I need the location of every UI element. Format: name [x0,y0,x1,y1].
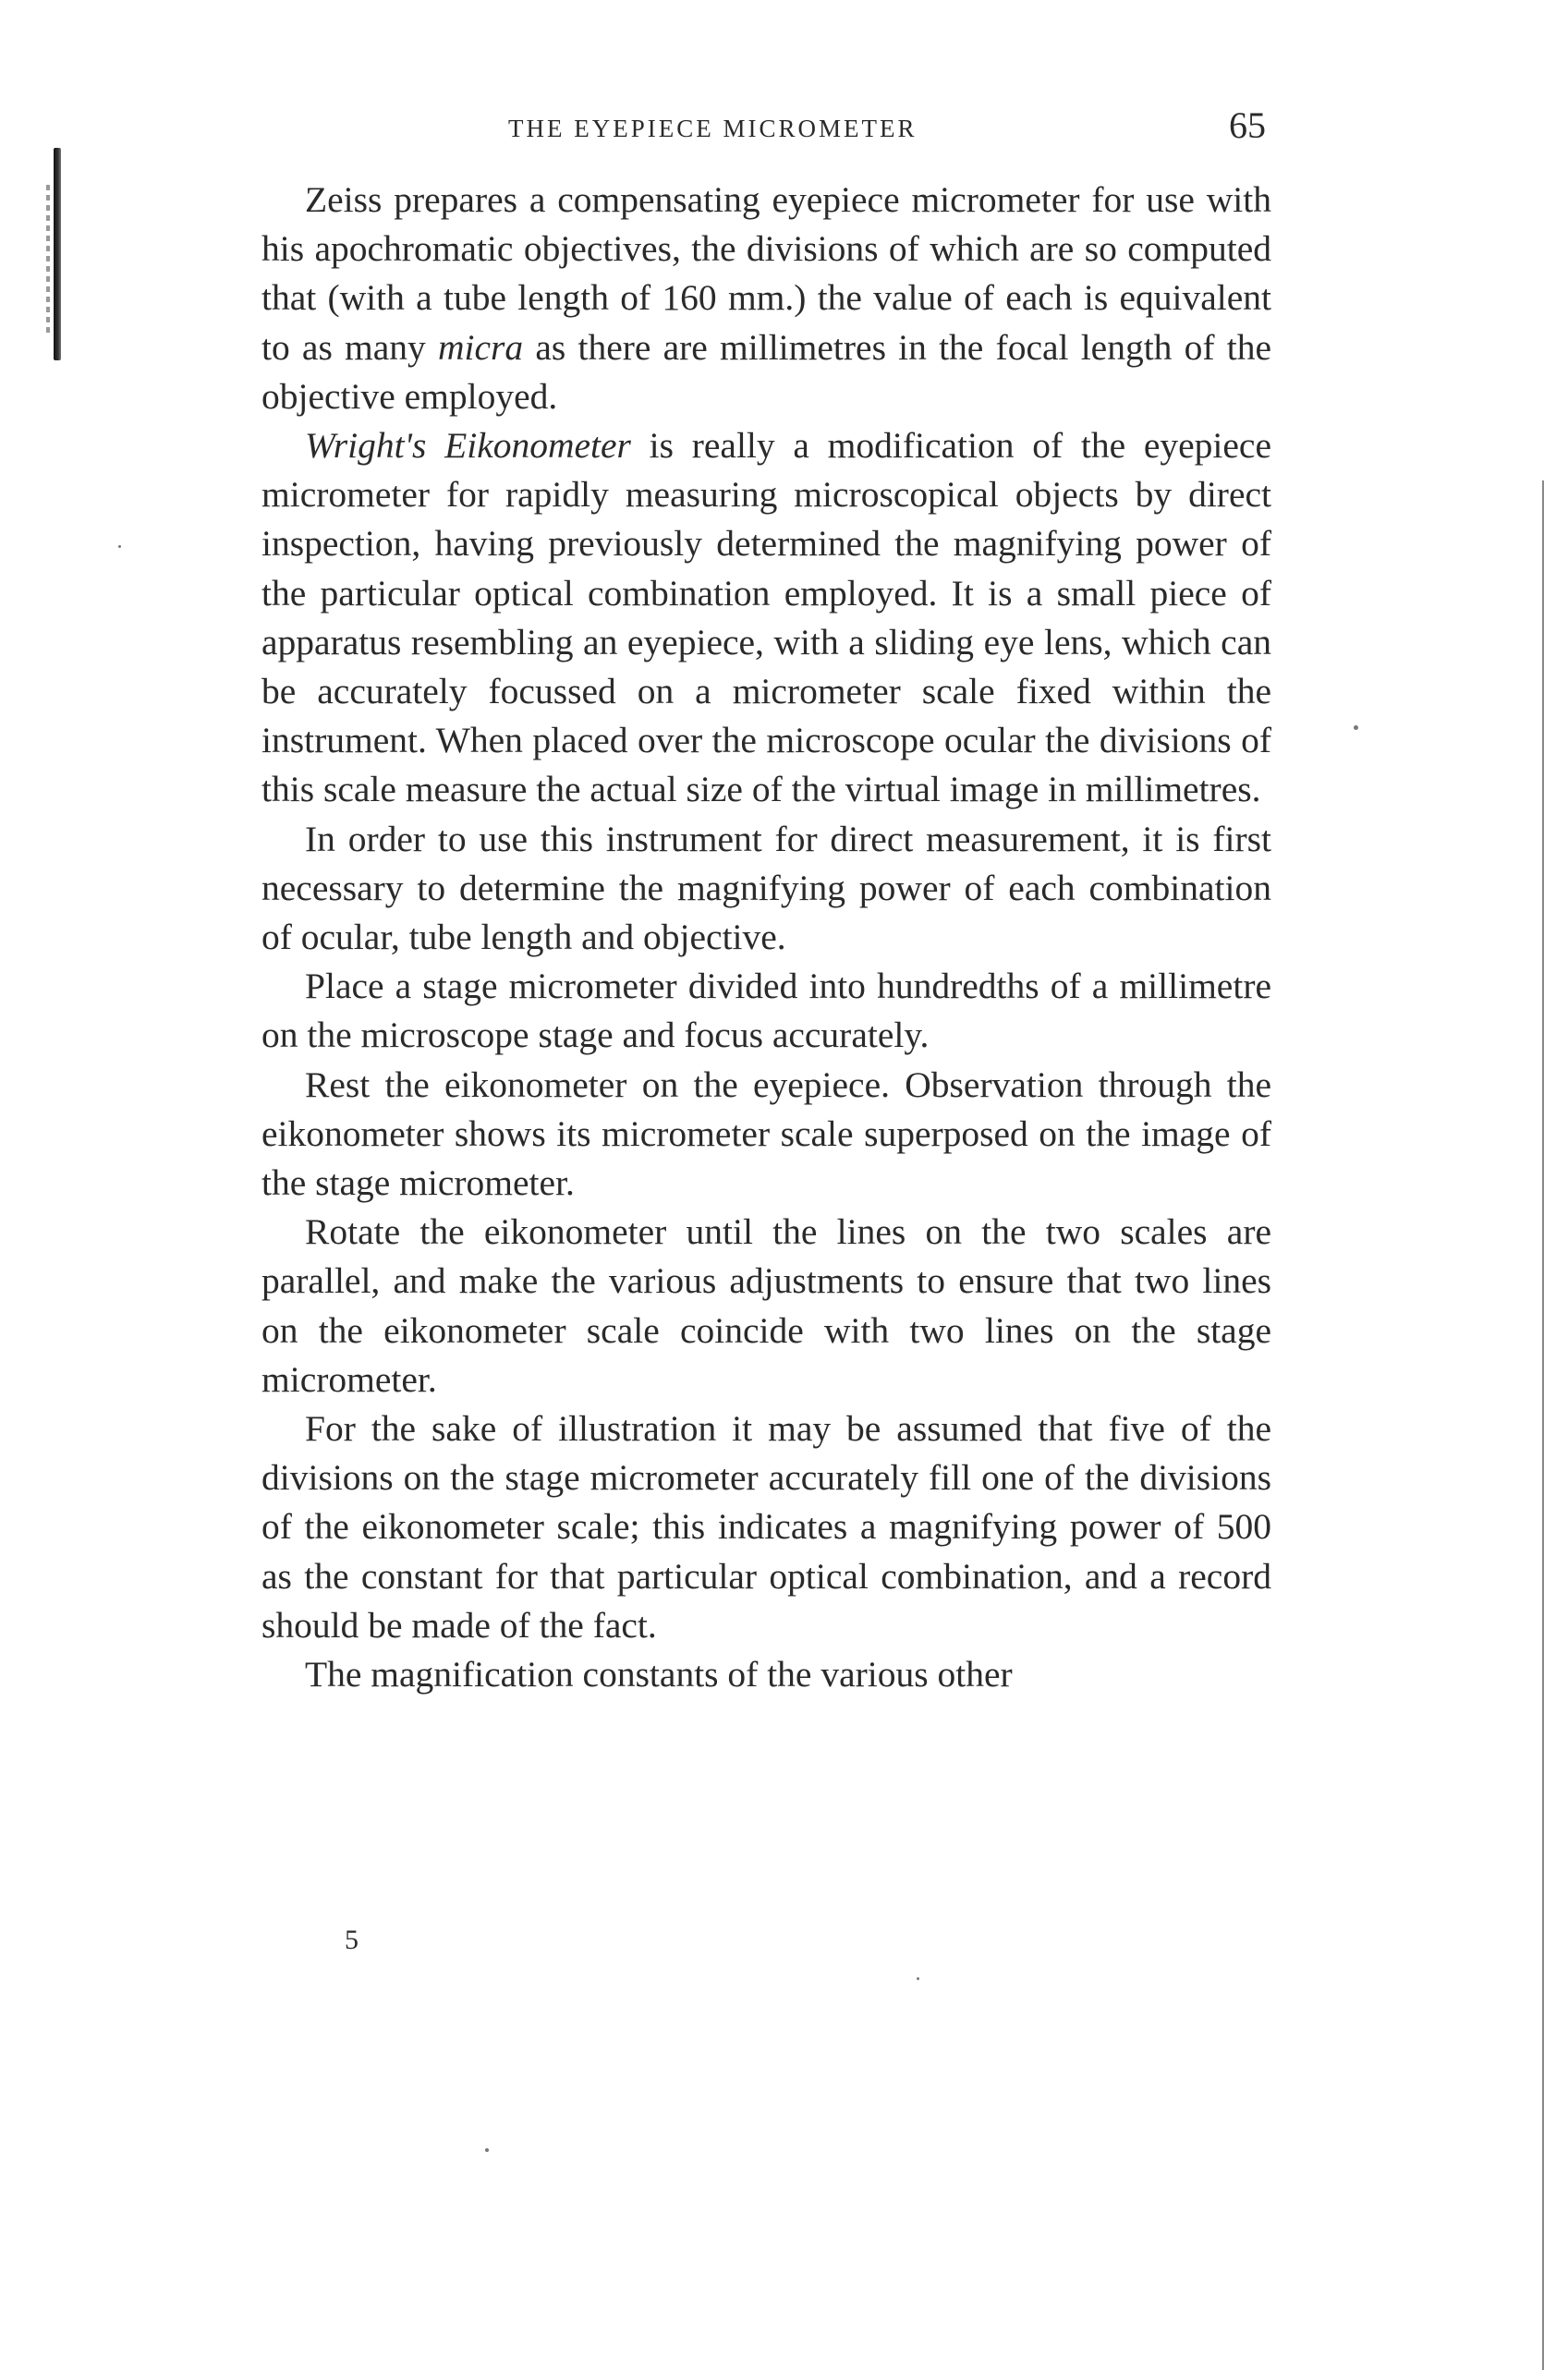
italic-term: Wright's Eikonometer [305,425,631,467]
paper-speck [917,1977,919,1980]
paragraph-text: For the sake of illustration it may be assumed that five of the divisions on the stage micrometer accurately fill one of the divisions of the eikonometer scale; this indicates a magnifying power of 500 as the constant for that particular optical combination, and a record should be made of the fact. [261,1408,1271,1646]
paragraph-text: as there are millimetres in the focal length of the objective employed. [261,326,1271,417]
italic-term: micra [438,326,524,368]
binding-edge-shadow [46,185,50,333]
paragraph-text: In order to use this instrument for direct measurement, it is first necessary to determine the magnifying power of each combination of ocular, tube length and objective. [261,818,1271,958]
paragraph [261,1650,1271,1699]
paragraph [261,962,1271,1060]
paragraph-text: Rotate the eikonometer until the lines on the two scales are parallel, and make the various adjustments to ensure that two lines on the eikonometer scale coincide with two lines on the stage micrometer. [261,1211,1271,1400]
paper-speck [1354,725,1358,730]
paragraph [261,1208,1271,1404]
paper-speck [485,2148,489,2152]
paragraph-text: The magnification constants of the various other [305,1654,1013,1695]
paper-speck [118,545,121,548]
page-number: 65 [1229,104,1266,146]
paragraph-text: Rest the eikonometer on the eyepiece. Observation through the eikonometer shows its micrometer scale superposed on the image of the stage micrometer. [261,1063,1271,1204]
binding-edge-mark [54,148,61,360]
body-text [261,176,1271,1699]
paragraph-text: Zeiss prepares a compensating eyepiece micrometer for use with his apochromatic objectives, the divisions of which are so computed that (with a tube length of 160 mm.) the value of each is equivalent to as many [261,179,1271,368]
paragraph [261,1404,1271,1650]
running-head: THE EYEPIECE MICROMETER [508,115,918,142]
paragraph [261,176,1271,421]
paragraph [261,815,1271,963]
page-edge-line [1542,480,1544,2370]
paragraph-text: is really a modification of the eyepiece micrometer for rapidly measuring microscopical objects by direct inspection, having previously determined the magnifying power of the particular optical combination employed. It is a small piece of apparatus resembling an eyepiece, with a sliding eye lens, which can be accurately focussed on a micrometer scale fixed within the instrument. When placed over the microscope ocular the divisions of this scale measure the actual size of the virtual image in millimetres. [261,425,1271,810]
paragraph [261,1061,1271,1209]
paragraph [261,421,1271,815]
signature-mark: 5 [345,1925,359,1955]
paragraph-text: Place a stage micrometer divided into hundredths of a millimetre on the microscope stage and focus accurately. [261,966,1271,1056]
